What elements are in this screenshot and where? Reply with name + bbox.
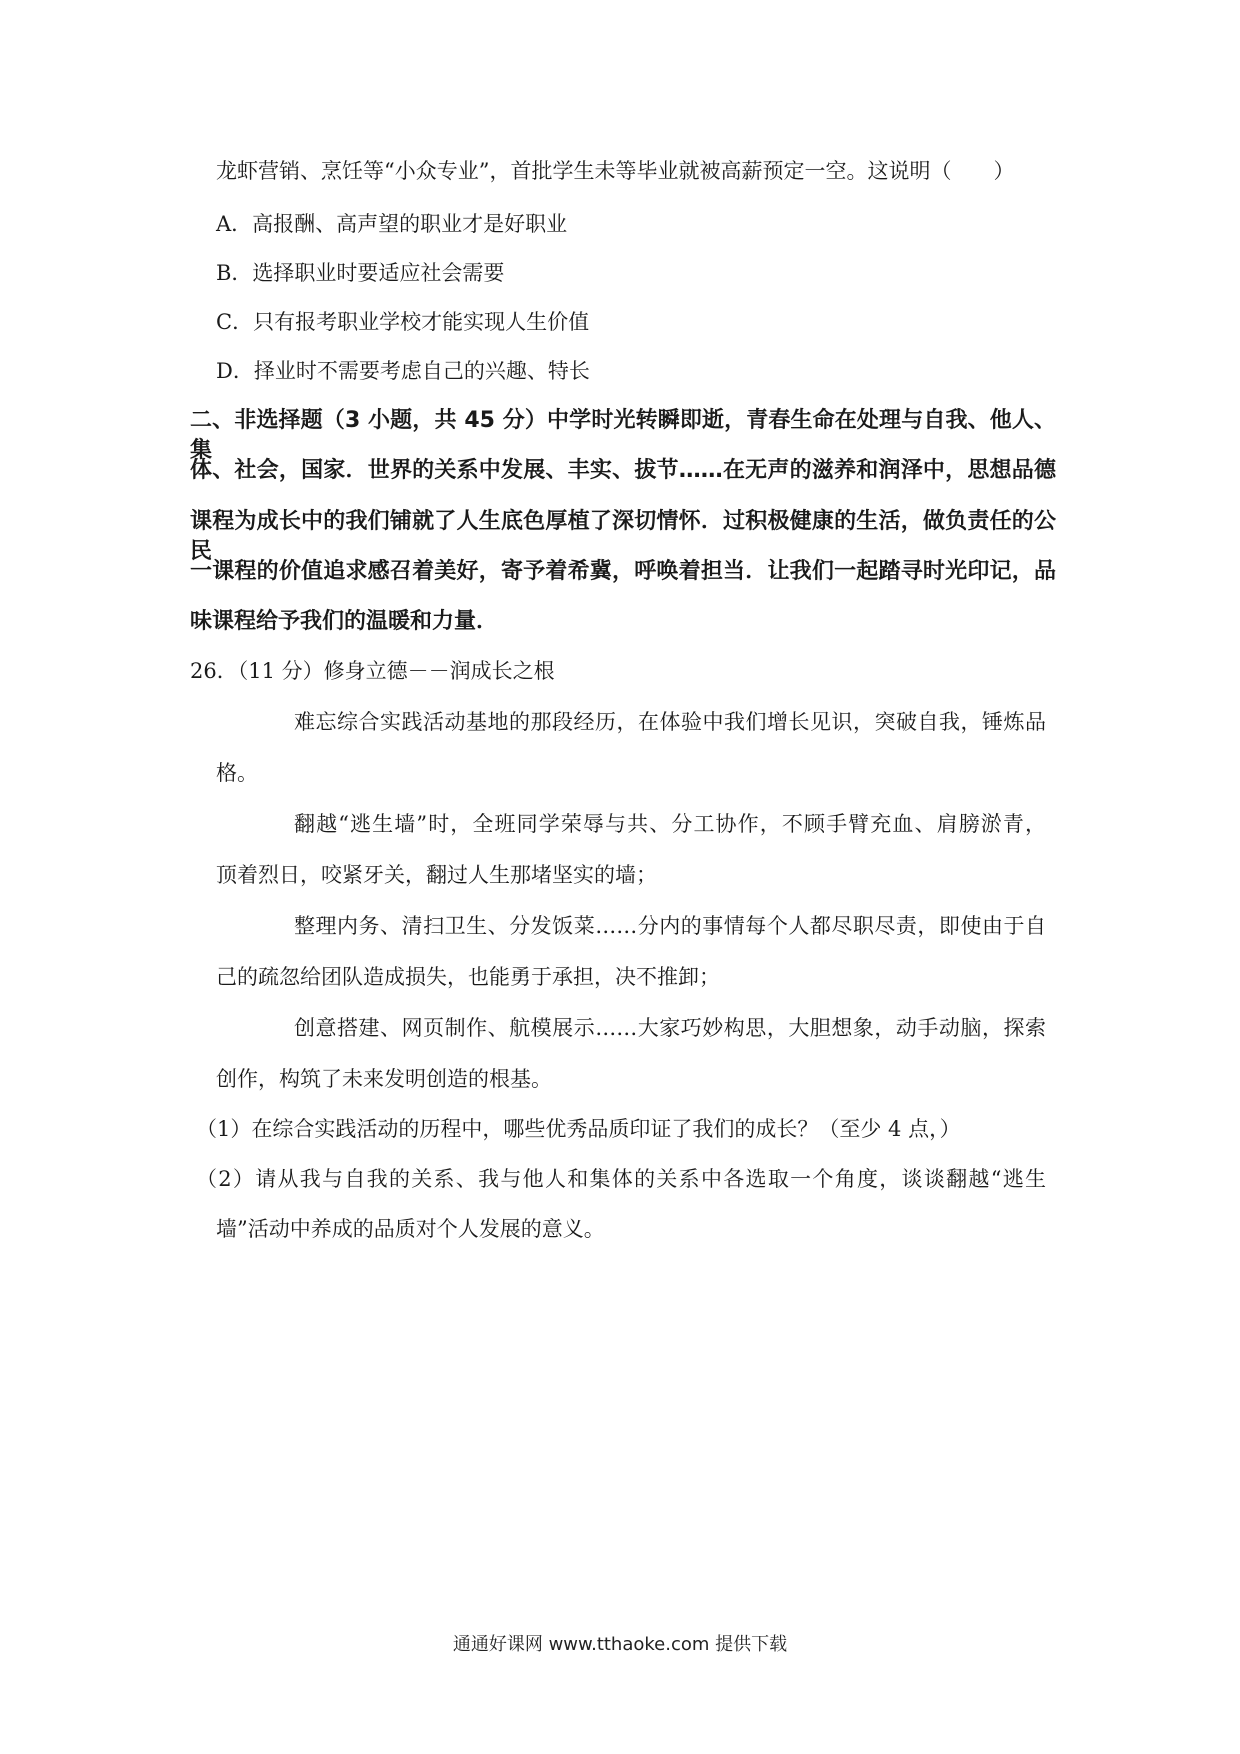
- material-paragraph-1-line-1: 难忘综合实践活动基地的那段经历，在体验中我们增长见识，突破自我，锤炼品: [294, 710, 1046, 734]
- material-paragraph-2-line-1: 翻越“逃生墙”时，全班同学荣辱与共、分工协作，不顾手臂充血、肩膀淤青，: [294, 812, 1046, 836]
- section-two-line-5: 味课程给予我们的温暖和力量．: [190, 609, 499, 634]
- option-b: B．选择职业时要适应社会需要: [216, 261, 505, 285]
- question-26-heading: 26．（11 分）修身立德－－润成长之根: [190, 659, 555, 683]
- sub-question-1: （1）在综合实践活动的历程中，哪些优秀品质印证了我们的成长？（至少 4 点，）: [196, 1117, 961, 1141]
- material-paragraph-3-line-1: 整理内务、清扫卫生、分发饭菜……分内的事情每个人都尽职尽责，即使由于自: [294, 914, 1046, 938]
- section-two-line-1: 二、非选择题（3 小题，共 45 分）中学时光转瞬即逝，青春生命在处理与自我、他人、集: [190, 408, 1056, 463]
- section-two-line-4: 一课程的价值追求感召着美好，寄予着希冀，呼唤着担当．让我们一起踏寻时光印记，品: [190, 559, 1056, 584]
- page-footer: 通通好课网 www.tthaoke.com 提供下载: [452, 1634, 788, 1655]
- material-paragraph-2-line-2: 顶着烈日，咬紧牙关，翻过人生那堵坚实的墙；: [216, 863, 657, 887]
- option-d: D．择业时不需要考虑自己的兴趣、特长: [216, 359, 590, 383]
- material-paragraph-3-line-2: 己的疏忽给团队造成损失，也能勇于承担，决不推卸；: [216, 965, 720, 989]
- material-paragraph-4-line-2: 创作，构筑了未来发明创造的根基。: [216, 1067, 552, 1091]
- sub-question-2-line-1: （2）请从我与自我的关系、我与他人和集体的关系中各选取一个角度，谈谈翻越“逃生: [196, 1167, 1046, 1191]
- sub-question-2-line-2: 墙”活动中养成的品质对个人发展的意义。: [216, 1217, 605, 1241]
- option-c: C．只有报考职业学校才能实现人生价值: [216, 310, 590, 334]
- section-two-line-2: 体、社会，国家．世界的关系中发展、丰实、拔节……在无声的滋养和润泽中，思想品德: [190, 458, 1056, 483]
- material-paragraph-1-line-2: 格。: [216, 761, 258, 785]
- question-25-stem: 龙虾营销、烹饪等“小众专业”，首批学生未等毕业就被高薪预定一空。这说明（ ）: [216, 159, 1015, 183]
- material-paragraph-4-line-1: 创意搭建、网页制作、航模展示……大家巧妙构思，大胆想象，动手动脑，探索: [294, 1016, 1046, 1040]
- section-two-line-3: 课程为成长中的我们铺就了人生底色厚植了深切情怀．过积极健康的生活，做负责任的公民: [190, 509, 1056, 564]
- option-a: A．高报酬、高声望的职业才是好职业: [216, 212, 568, 236]
